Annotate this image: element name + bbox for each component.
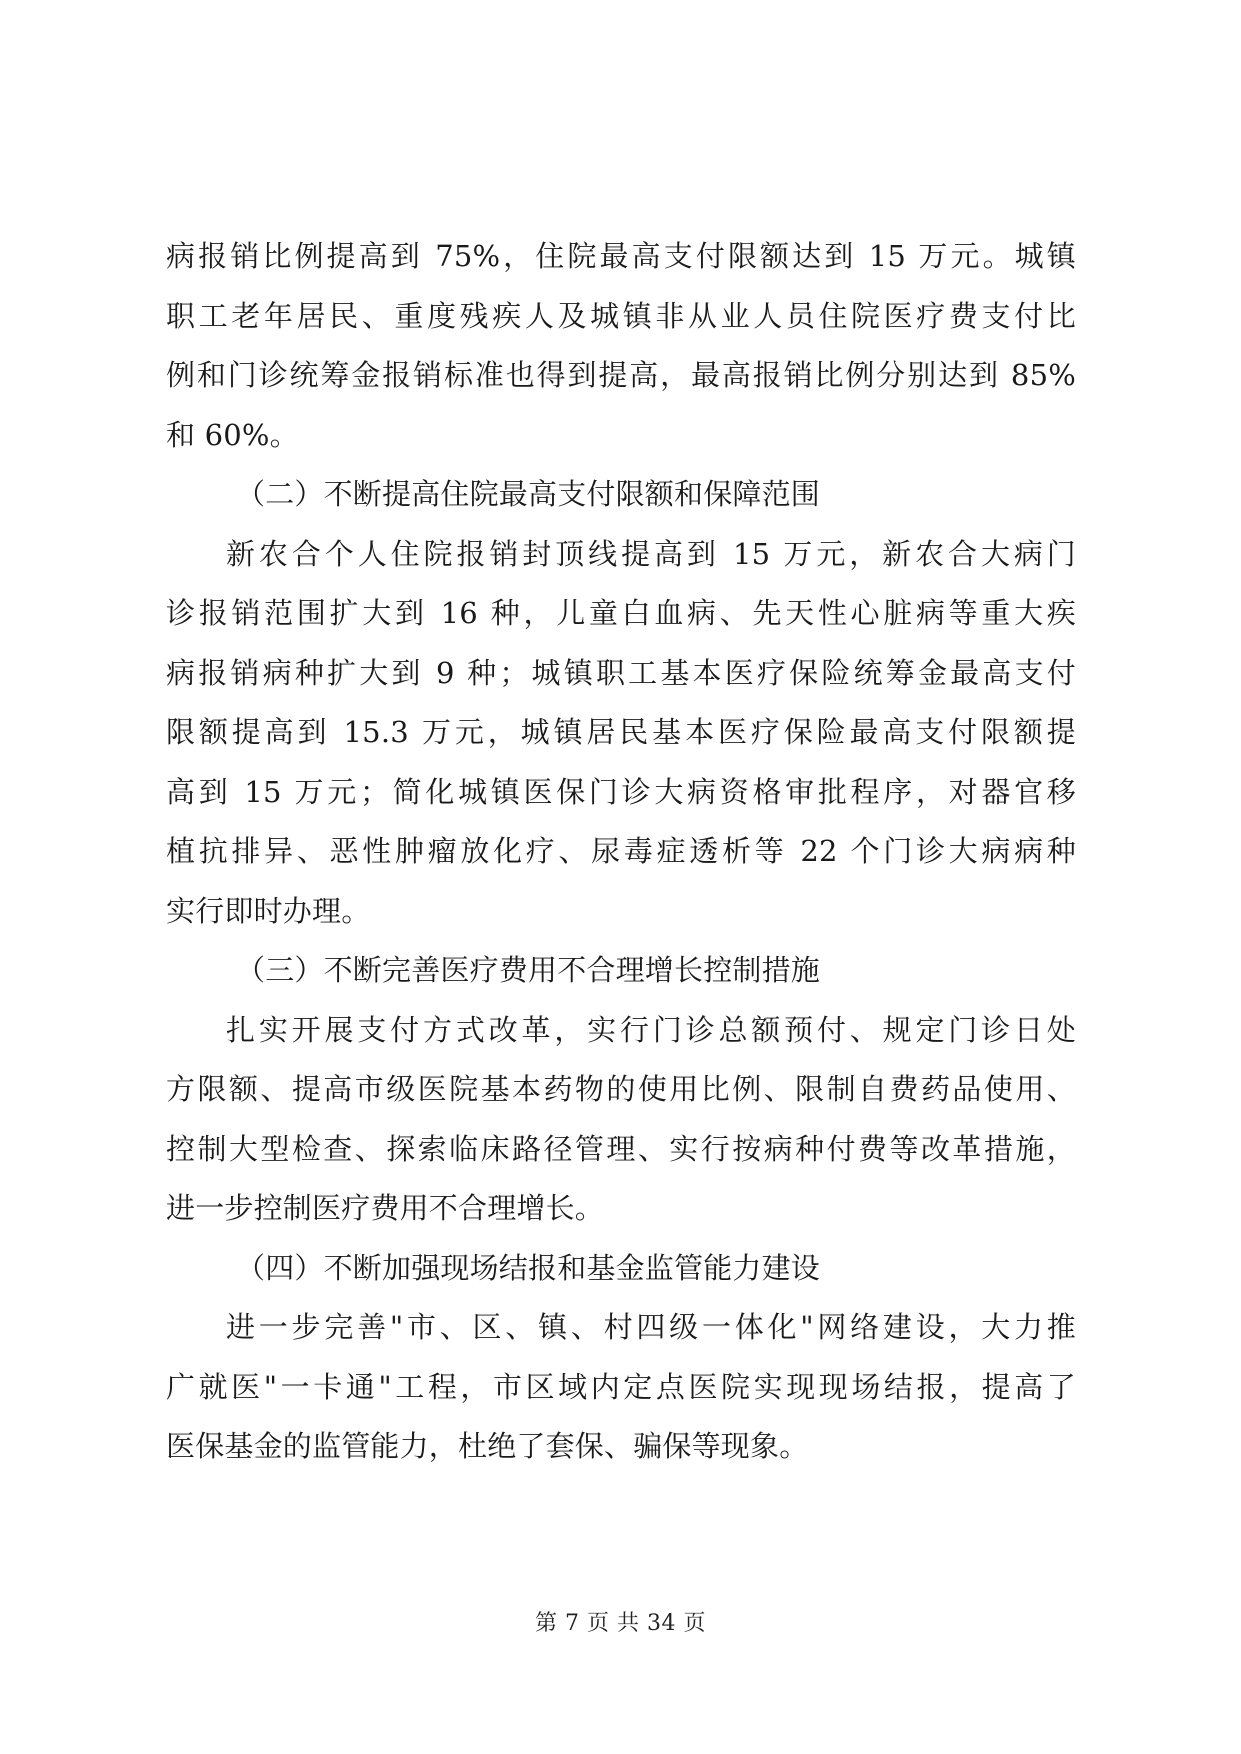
text-line: 和 60%。 xyxy=(166,417,299,452)
text-line: 例和门诊统筹金报销标准也得到提高，最高报销比例分别达到 85% xyxy=(166,358,1076,392)
text-line: 限额提高到 15.3 万元，城镇居民基本医疗保险最高支付限额提 xyxy=(166,715,1076,749)
section-heading: （三）不断完善医疗费用不合理增长控制措施 xyxy=(236,953,821,987)
text-line: 进一步控制医疗费用不合理增长。 xyxy=(166,1191,605,1225)
text-line: 方限额、提高市级医院基本药物的使用比例、限制自费药品使用、 xyxy=(166,1072,1076,1106)
text-line: 职工老年居民、重度残疾人及城镇非从业人员住院医疗费支付比 xyxy=(166,298,1076,333)
text-line: 扎实开展支付方式改革，实行门诊总额预付、规定门诊日处 xyxy=(226,1012,1076,1047)
text-line: 植抗排异、恶性肿瘤放化疗、尿毒症透析等 22 个门诊大病病种 xyxy=(166,834,1076,868)
text-line: 实行即时办理。 xyxy=(166,893,371,928)
text-line: 诊报销范围扩大到 16 种，儿童白血病、先天性心脏病等重大疾 xyxy=(166,596,1076,630)
text-line: 控制大型检查、探索临床路径管理、实行按病种付费等改革措施， xyxy=(166,1131,1076,1166)
text-line: 病报销病种扩大到 9 种；城镇职工基本医疗保险统筹金最高支付 xyxy=(166,655,1076,690)
section-heading: （四）不断加强现场结报和基金监管能力建设 xyxy=(236,1250,821,1285)
text-line: 高到 15 万元；简化城镇医保门诊大病资格审批程序，对器官移 xyxy=(166,774,1076,809)
text-line: 进一步完善"市、区、镇、村四级一体化"网络建设，大力推 xyxy=(226,1310,1076,1344)
text-line: 医保基金的监管能力，杜绝了套保、骗保等现象。 xyxy=(166,1429,809,1463)
text-line: 广就医"一卡通"工程，市区域内定点医院实现现场结报，提高了 xyxy=(166,1369,1076,1404)
text-line: 病报销比例提高到 75%，住院最高支付限额达到 15 万元。城镇 xyxy=(166,239,1076,273)
document-body xyxy=(166,227,1076,1477)
text-line: 新农合个人住院报销封顶线提高到 15 万元，新农合大病门 xyxy=(226,536,1076,571)
section-heading: （二）不断提高住院最高支付限额和保障范围 xyxy=(236,477,821,511)
page-number: 第 7 页 共 34 页 xyxy=(535,1611,706,1636)
